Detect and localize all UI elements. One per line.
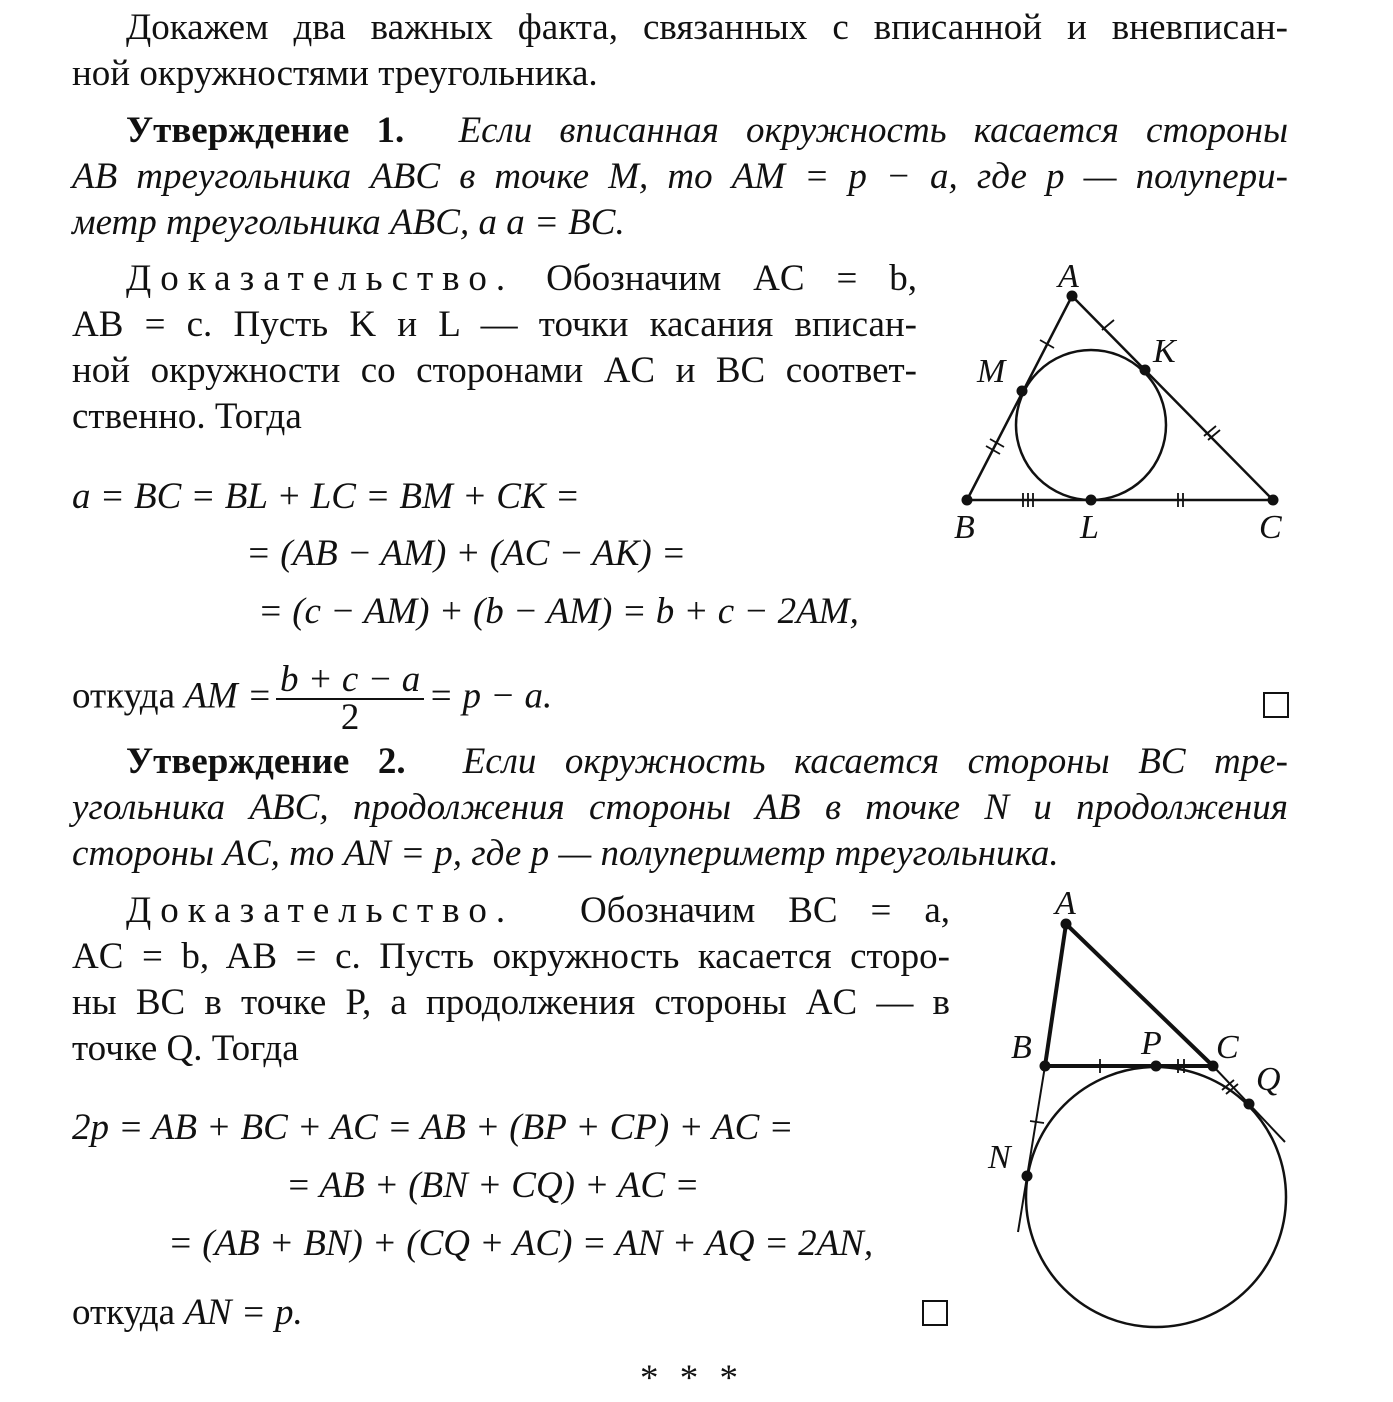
proof-1-line-4: ственно. Тогда bbox=[72, 396, 302, 437]
triangle-abc-2 bbox=[1045, 924, 1213, 1066]
intro-line-2: ной окружностями треугольника. bbox=[72, 53, 598, 94]
proof-1-equation-3: = (c − AM) + (b − AM) = b + c − 2AM, bbox=[258, 591, 859, 632]
statement-2-text-1: Если окружность касается стороны BC тре- bbox=[462, 741, 1288, 782]
label-l: L bbox=[1080, 509, 1099, 546]
label-p-2: P bbox=[1141, 1025, 1162, 1062]
side-ab bbox=[967, 296, 1072, 500]
proof-1-label: Доказательство. bbox=[126, 258, 515, 299]
intro-line-1: Докажем два важных факта, связанных с вписанной и вневписан- bbox=[126, 7, 1288, 48]
triangle-abc-1 bbox=[967, 296, 1273, 500]
statement-2-line-3: стороны AC, то AN = p, где p — полупериметр треугольника. bbox=[72, 833, 1059, 874]
proof-1-equation-4-prefix: откуда bbox=[72, 675, 176, 717]
statement-2-line-1 bbox=[72, 739, 1288, 785]
label-a-2: A bbox=[1055, 885, 1076, 922]
label-k: K bbox=[1153, 333, 1176, 370]
statement-1-line-2: AB треугольника ABC в точке M, то AM = p − a, где p — полупери- bbox=[72, 156, 1288, 197]
fraction-denominator: 2 bbox=[340, 697, 360, 738]
proof-2-text-1: Обозначим BC = a, bbox=[580, 890, 951, 931]
proof-1-line-3: ной окружности со сторонами AC и BC соответ- bbox=[72, 350, 917, 391]
tick-marks-1 bbox=[986, 320, 1220, 507]
proof-2-equation-2: = AB + (BN + CQ) + AC = bbox=[286, 1165, 700, 1206]
proof-2-equation-4-text: AN = p. bbox=[184, 1292, 303, 1333]
figure-incircle bbox=[940, 250, 1282, 550]
side-ac bbox=[1072, 296, 1273, 500]
fraction-numerator: b + c − a bbox=[276, 662, 424, 700]
proof-2-line-4: точке Q. Тогда bbox=[72, 1028, 299, 1069]
proof-1-line-1 bbox=[72, 256, 917, 302]
extensions bbox=[1018, 1066, 1285, 1232]
proof-2-equation-1: 2p = AB + BC + AC = AB + (BP + CP) + AC = bbox=[72, 1107, 794, 1148]
proof-1-line-2: AB = c. Пусть K и L — точки касания вписан- bbox=[72, 304, 917, 345]
side-ac-2 bbox=[1066, 924, 1213, 1066]
label-c: C bbox=[1259, 509, 1282, 546]
proof-2-equation-4-prefix: откуда bbox=[72, 1292, 176, 1333]
proof-1-equation-4-rhs: = p − a. bbox=[428, 675, 553, 717]
qed-square-2 bbox=[922, 1300, 948, 1326]
label-n-2: N bbox=[988, 1139, 1011, 1176]
proof-2-equation-3: = (AB + BN) + (CQ + AC) = AN + AQ = 2AN, bbox=[168, 1223, 874, 1264]
proof-1-equation-4 bbox=[72, 659, 553, 738]
statement-1-line-1 bbox=[72, 108, 1288, 154]
proof-2-equation-4 bbox=[72, 1290, 303, 1336]
statement-1-label: Утверждение 1. bbox=[126, 110, 405, 151]
points-1 bbox=[962, 291, 1279, 506]
statement-1-line-3: метр треугольника ABC, а a = BC. bbox=[72, 202, 625, 243]
statement-2-label: Утверждение 2. bbox=[126, 741, 406, 782]
label-b-2: B bbox=[1011, 1029, 1032, 1066]
proof-2-label: Доказательство. bbox=[126, 890, 515, 931]
proof-1-text-1: Обозначим AC = b, bbox=[546, 258, 917, 299]
statement-1-text-1: Если вписанная окружность касается стороны bbox=[458, 110, 1289, 151]
label-b: B bbox=[954, 509, 975, 546]
label-a: A bbox=[1058, 258, 1079, 295]
section-separator: * * * bbox=[640, 1358, 744, 1399]
statement-2-line-2: угольника ABC, продолжения стороны AB в точке N и продолжения bbox=[72, 787, 1288, 828]
proof-1-equation-1: a = BC = BL + LC = BM + CK = bbox=[72, 476, 580, 517]
proof-1-equation-2: = (AB − AM) + (AC − AK) = bbox=[246, 533, 686, 574]
figure-excircle bbox=[980, 880, 1300, 1340]
proof-2-line-3: ны BC в точке P, а продолжения стороны AC — в bbox=[72, 982, 950, 1023]
label-c-2: C bbox=[1216, 1029, 1239, 1066]
qed-square-1 bbox=[1263, 692, 1289, 718]
proof-2-line-2: AC = b, AB = c. Пусть окружность касается сторо- bbox=[72, 936, 950, 977]
fraction bbox=[276, 659, 424, 738]
proof-2-line-1 bbox=[72, 888, 950, 934]
label-q-2: Q bbox=[1256, 1061, 1281, 1098]
proof-1-equation-4-lhs: AM = bbox=[184, 675, 272, 717]
side-ab-2 bbox=[1045, 924, 1066, 1066]
label-m: M bbox=[977, 353, 1006, 390]
